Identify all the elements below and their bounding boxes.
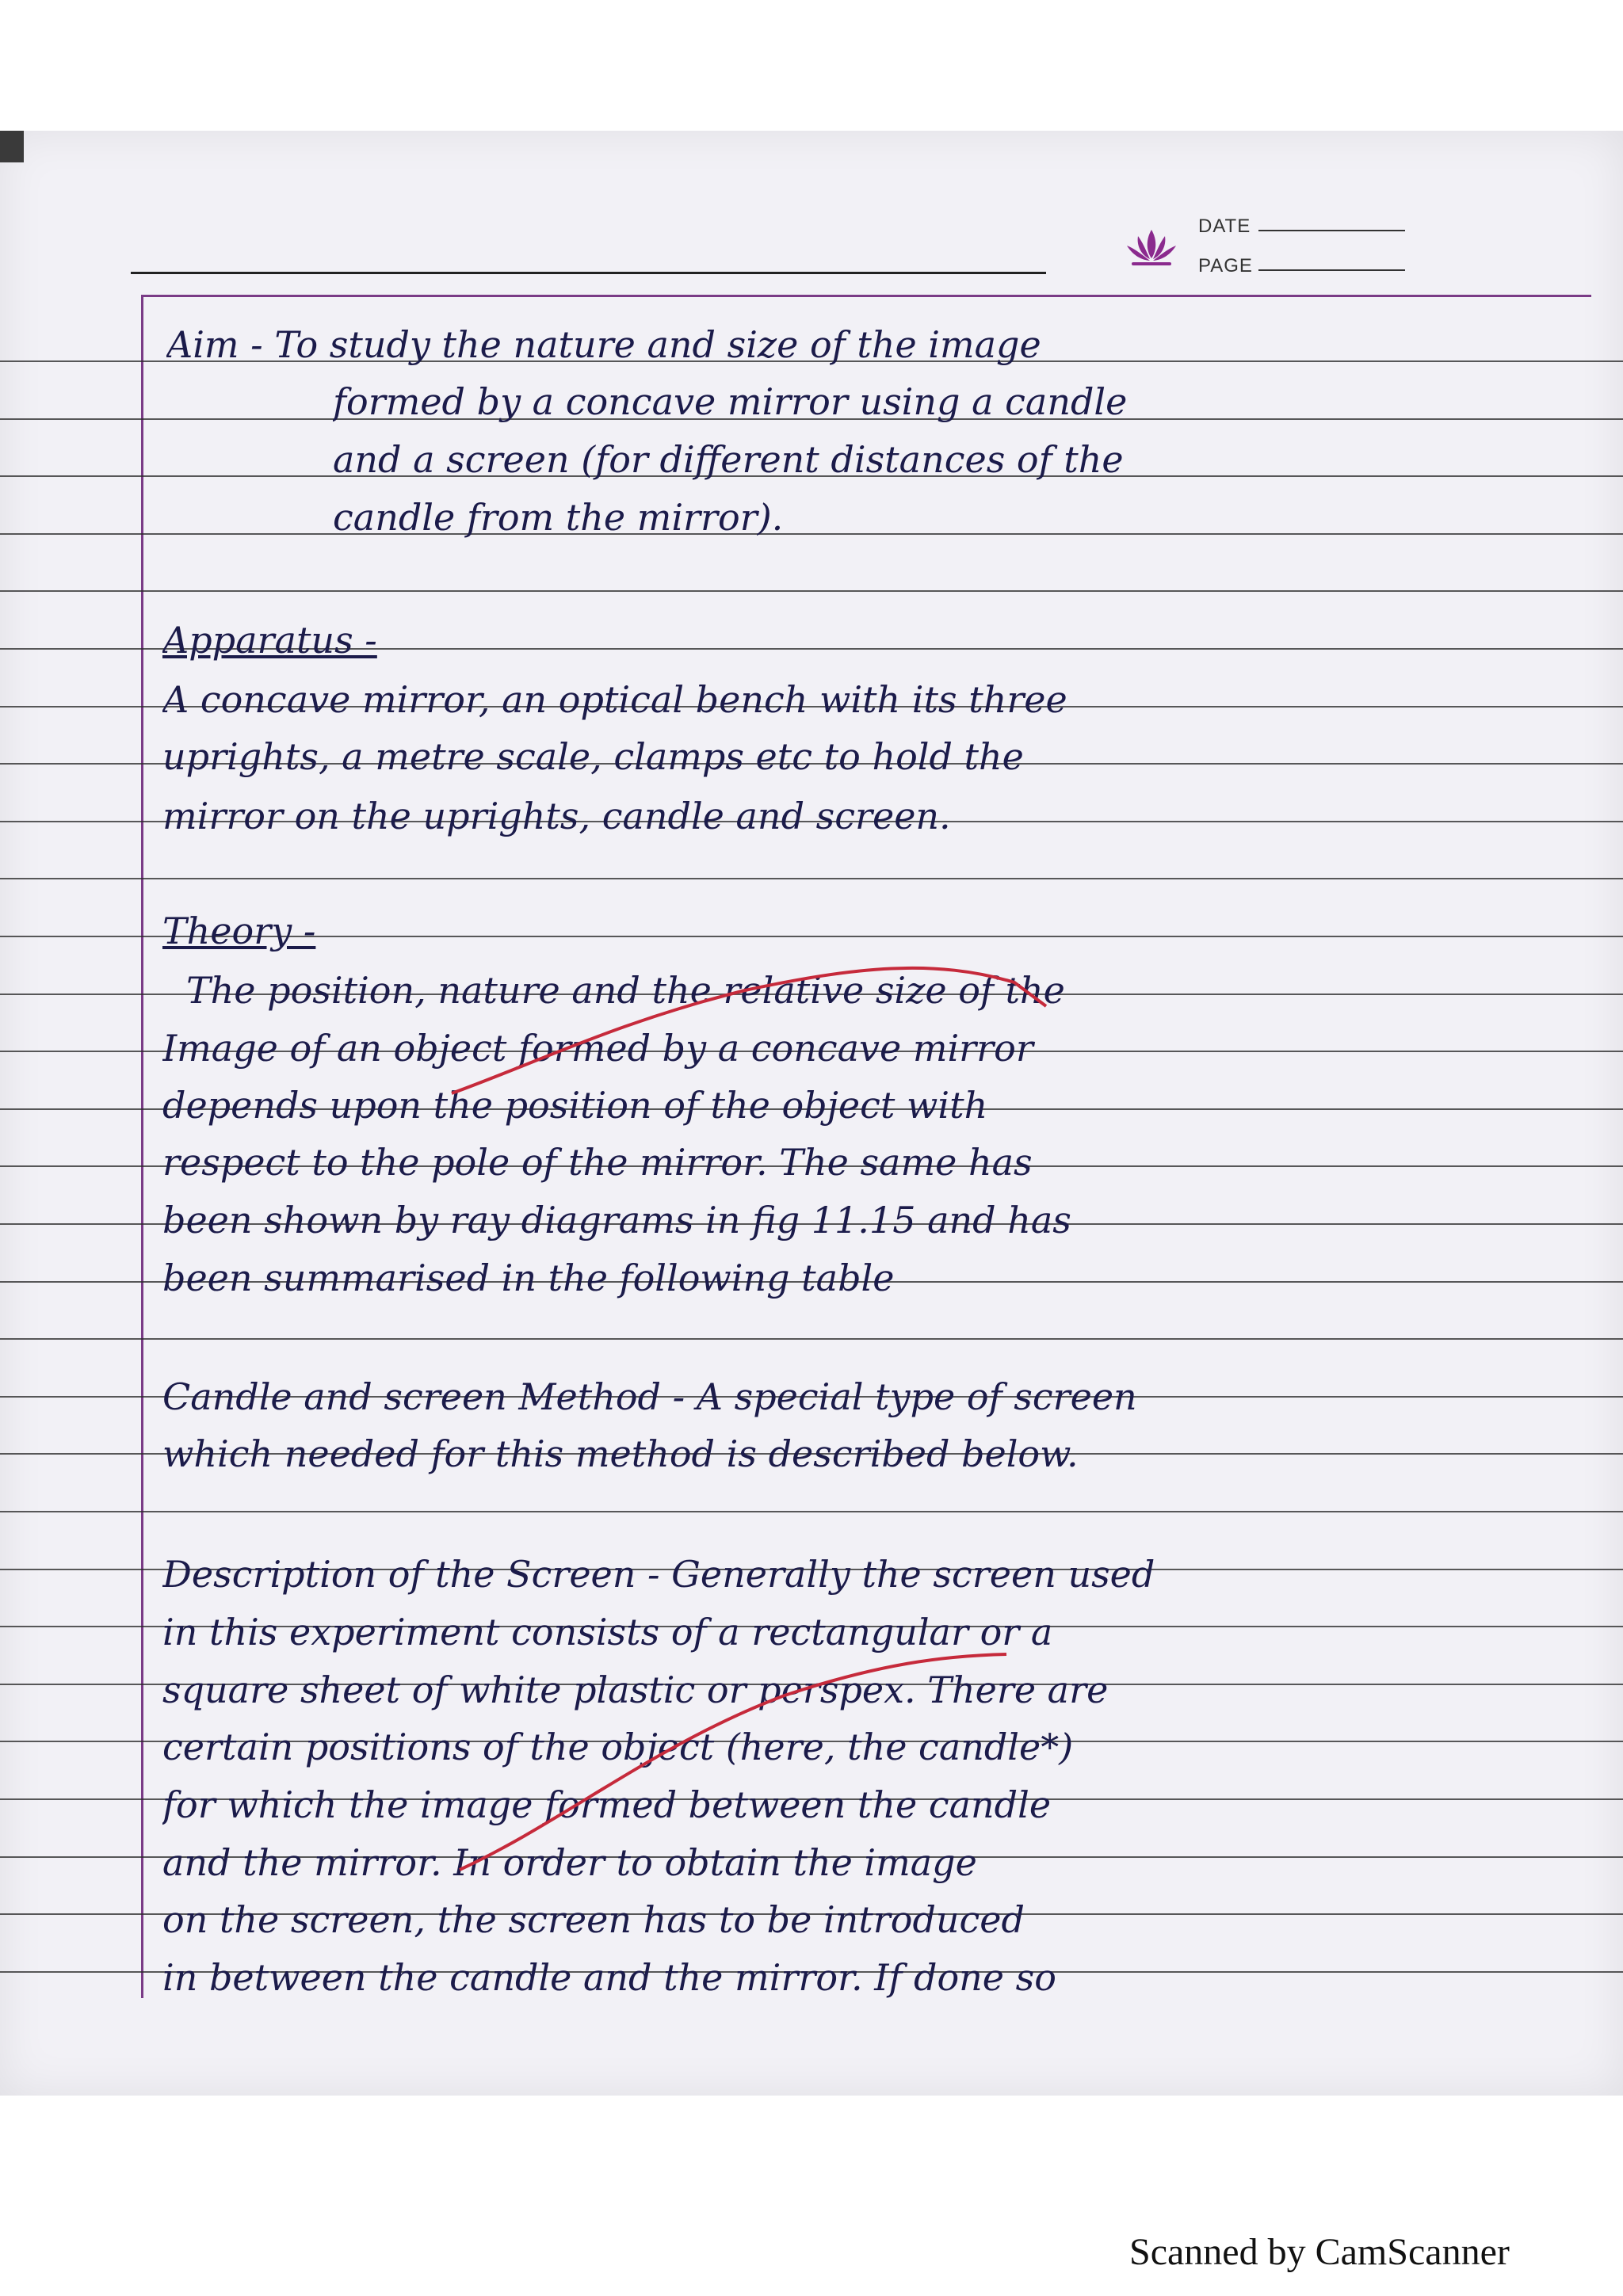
page-label: PAGE [1198,255,1253,277]
description-line-7: on the screen, the screen has to be introduced [162,1898,1025,1941]
aim-line-1: Aim - To study the nature and size of the image [166,323,1041,366]
ruled-line [0,1338,1623,1340]
top-margin-line [141,295,1591,297]
aim-line-3: and a screen (for different distances of the [333,438,1124,481]
apparatus-line-1: A concave mirror, an optical bench with its three [162,678,1067,721]
header-rule [131,272,1046,274]
theory-line-1: The position, nature and the relative size of the [186,969,1065,1012]
description-line-8: in between the candle and the mirror. If done so [162,1956,1056,1999]
theory-line-6: been summarised in the following table [162,1257,895,1299]
correction-mark-description [452,1648,1022,1878]
page-field-line [1258,269,1405,271]
aim-line-2: formed by a concave mirror using a candle [333,380,1128,423]
page-edge-shadow [0,131,24,162]
lotus-logo-icon [1124,223,1179,269]
aim-line-4: candle from the mirror). [333,496,784,539]
theory-line-3: depends upon the position of the object with [162,1084,988,1127]
apparatus-heading: Apparatus - [162,619,377,662]
method-line-1: Candle and screen Method - A special type of screen [162,1375,1137,1418]
ruled-line [0,1511,1623,1512]
theory-line-2: Image of an object formed by a concave mirror [162,1027,1033,1070]
date-label: DATE [1198,215,1251,237]
description-line-3: square sheet of white plastic or perspex. There are [162,1669,1109,1711]
theory-heading: Theory - [162,910,316,952]
description-line-6: and the mirror. In order to obtain the image [162,1841,977,1884]
theory-line-4: respect to the pole of the mirror. The same has [162,1141,1033,1184]
theory-line-5: been shown by ray diagrams in fig 11.15 and has [162,1199,1071,1241]
apparatus-line-3: mirror on the uprights, candle and screen. [162,795,951,837]
date-field-line [1258,230,1405,231]
ruled-line [0,590,1623,592]
description-line-2: in this experiment consists of a rectangular or a [162,1611,1053,1653]
scanner-watermark: Scanned by CamScanner [1129,2231,1510,2273]
description-line-4: certain positions of the object (here, the candle*) [162,1726,1074,1768]
description-line-5: for which the image formed between the candle [162,1783,1052,1826]
left-margin-line [141,295,143,1998]
description-line-1: Description of the Screen - Generally the screen used [162,1553,1155,1596]
apparatus-line-2: uprights, a metre scale, clamps etc to hold the [162,735,1024,778]
correction-mark-theory [444,959,1062,1101]
ruled-line [0,878,1623,879]
method-line-2: which needed for this method is described below. [162,1432,1079,1475]
